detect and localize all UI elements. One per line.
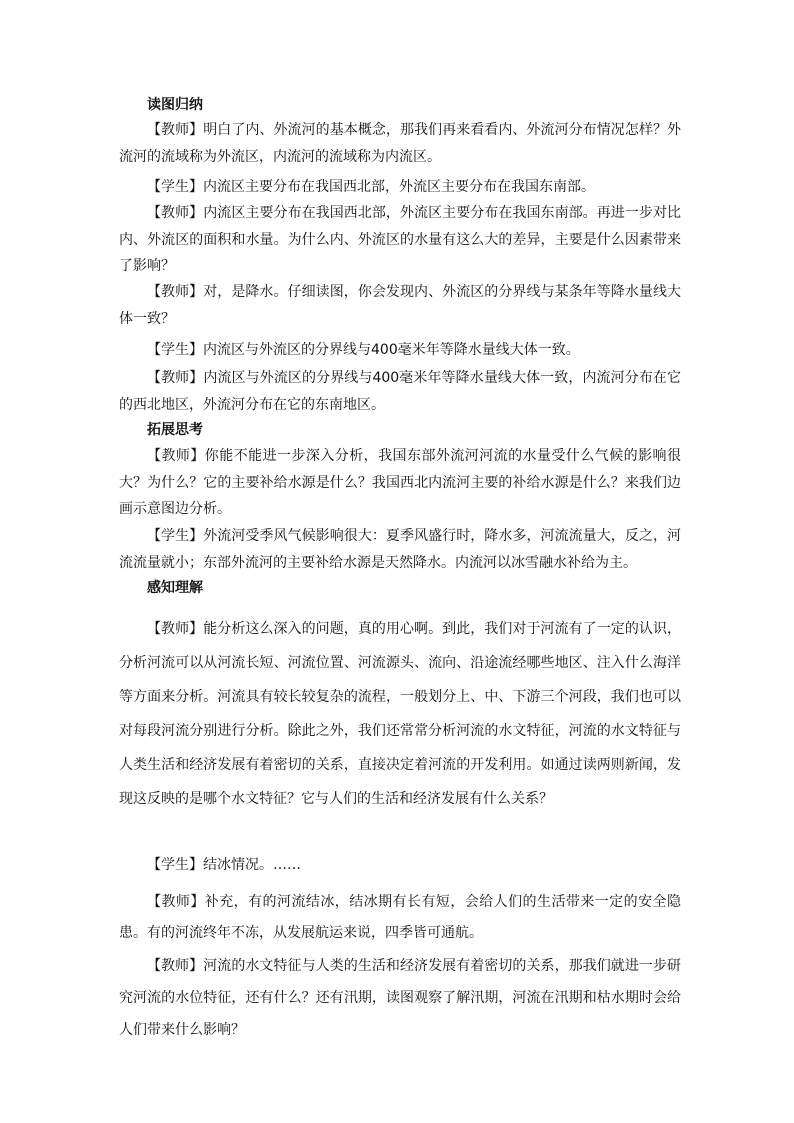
speaker-label: 【教师】 xyxy=(147,958,204,974)
speaker-label: 【教师】 xyxy=(147,122,204,138)
speaker-label: 【教师】 xyxy=(147,205,204,221)
speaker-label: 【学生】 xyxy=(147,342,203,358)
speaker-label: 【教师】 xyxy=(147,284,204,300)
speaker-label: 【教师】 xyxy=(147,448,205,464)
paragraph-text: 对，是降水。仔细读图，你会发现内、外流区的分界线与某条年等降水量线大体一致？ xyxy=(119,284,682,327)
paragraph-text: 结冰情况。…… xyxy=(203,857,301,873)
paragraph-text: 河流的水文特征与人类的生活和经济发展有着密切的关系，那我们就进一步研究河流的水位特征，还有什么？还有汛期，读图观察了解汛期，河流在汛期和枯水期时会给人们带来什么影响？ xyxy=(119,958,682,1038)
dialogue-paragraph xyxy=(119,200,681,280)
speaker-label: 【学生】 xyxy=(147,528,204,544)
dialogue-paragraph xyxy=(119,443,681,523)
paragraph-text: 内流区主要分布在我国西北部，外流区主要分布在我国东南部。 xyxy=(203,179,595,195)
dialogue-paragraph xyxy=(119,850,681,880)
paragraph-text: 明白了内、外流河的基本概念，那我们再来看看内、外流河分布情况怎样？外流河的流域称为外流区，内流河的流域称为内流区。 xyxy=(119,122,682,165)
section-heading: 读图归纳 xyxy=(147,97,203,113)
dialogue-paragraph xyxy=(119,950,681,1046)
paragraph-text: 内流区与外流区的分界线与400毫米年等降水量线大体一致，内流河分布在它的西北地区，外流河分布在它的东南地区。 xyxy=(119,370,681,413)
speaker-label: 【教师】 xyxy=(147,894,205,910)
section-heading: 拓展思考 xyxy=(147,422,203,438)
paragraph-text: 能分析这么深入的问题，真的用心啊。到此，我们对于河流有了一定的认识，分析河流可以从河流长短、河流位置、河流源头、流向、沿途流经哪些地区、注入什么海洋等方面来分析。河流具有较长较复杂的流程，一般划分上、中、下游三个河段，我们也可以对每段河流分别进行分析。除此之外，我们还常常分析河流的水文特征，河流的水文特征与人类生活和经济发展有着密切的关系，直接决定着河流的开发利用。如通过读两则新闻，发现这反映的是哪个水文特征？它与人们的生活和经济发展有什么关系？ xyxy=(119,621,682,807)
dialogue-paragraph xyxy=(119,887,681,949)
dialogue-paragraph xyxy=(119,365,681,418)
dialogue-paragraph xyxy=(119,117,681,171)
dialogue-paragraph xyxy=(119,174,681,201)
dialogue-paragraph xyxy=(119,523,681,577)
speaker-label: 【教师】 xyxy=(147,370,204,386)
speaker-label: 【教师】 xyxy=(147,621,204,637)
dialogue-paragraph xyxy=(119,279,681,332)
section-heading: 感知理解 xyxy=(147,580,203,596)
speaker-label: 【学生】 xyxy=(147,857,203,873)
dialogue-paragraph xyxy=(119,337,681,364)
paragraph-text: 你能不能进一步深入分析，我国东部外流河河流的水量受什么气候的影响很大？为什么？它的主要补给水源是什么？我国西北内流河主要的补给水源是什么？来我们边画示意图边分析。 xyxy=(119,448,682,517)
paragraph-text: 内流区与外流区的分界线与400毫米年等降水量线大体一致。 xyxy=(203,342,580,358)
speaker-label: 【学生】 xyxy=(147,179,203,195)
paragraph-text: 内流区主要分布在我国西北部，外流区主要分布在我国东南部。再进一步对比内、外流区的面积和水量。为什么内、外流区的水量有这么大的差异，主要是什么因素带来了影响？ xyxy=(119,205,682,274)
paragraph-text: 补充，有的河流结冰，结冰期有长有短，会给人们的生活带来一定的安全隐患。有的河流终年不冻，从发展航运来说，四季皆可通航。 xyxy=(119,894,682,941)
dialogue-paragraph xyxy=(119,612,681,816)
paragraph-text: 外流河受季风气候影响很大：夏季风盛行时，降水多，河流流量大，反之，河流流量就小；东部外流河的主要补给水源是天然降水。内流河以冰雪融水补给为主。 xyxy=(119,528,682,571)
